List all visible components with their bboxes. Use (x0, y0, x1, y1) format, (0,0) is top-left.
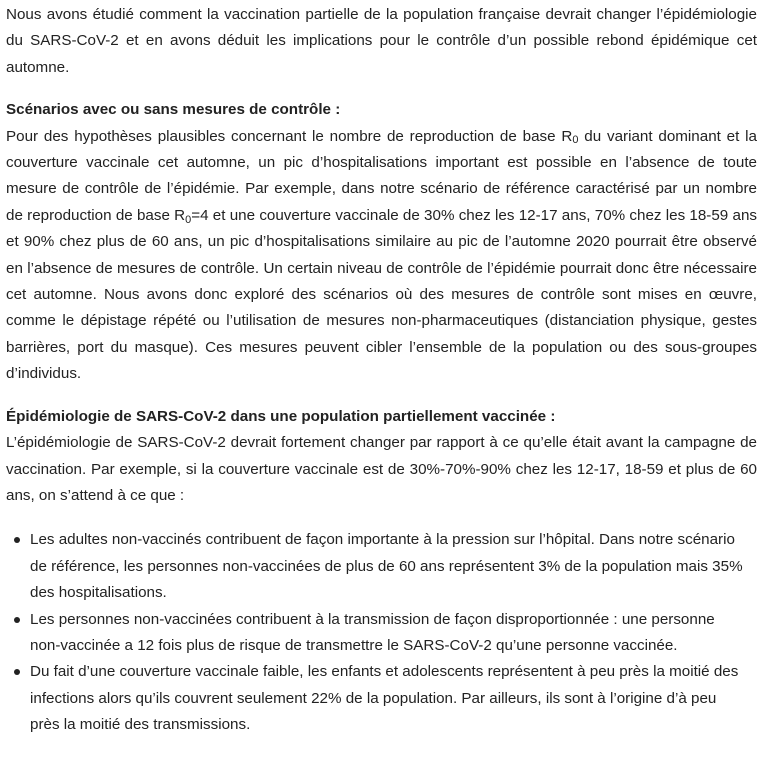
epidemiology-paragraph: L’épidémiologie de SARS-CoV-2 devrait fortement changer par rapport à ce qu’elle était avant la campagne de vaccination. Par exemple, si la couverture vaccinale est de 30%-70%-90% chez les 12-17, 18-59 et plus de 60 ans, on s’attend à ce que : (6, 434, 757, 504)
list-item-text: Les adultes non-vaccinés contribuent de façon importante à la pression sur l’hôpital. Dans notre scénario de référence, les personnes non-vaccinées de plus de 60 ans représentent 3% de la population mais 35% des hospitalisations. (30, 531, 743, 602)
section-scenarios (6, 97, 757, 387)
section-epidemiology (6, 404, 757, 739)
scenarios-text-part-1: Pour des hypothèses plausibles concernant le nombre de reproduction de base R (6, 127, 573, 145)
list-item-text: Les personnes non-vaccinées contribuent à la transmission de façon disproportionnée : une personne non-vaccinée a 12 fois plus de risque de transmettre le SARS-CoV-2 qu’une personne vaccinée. (30, 610, 715, 654)
scenarios-text-part-2: du variant dominant et la couverture vaccinale cet automne, un pic d’hospitalisations important est possible en l’absence de toute mesure de contrôle de l’épidémie. Par exemple, dans notre scénario de référence caractérisé par un nombre de reproduction de base R (6, 127, 757, 224)
list-item (30, 607, 757, 660)
section-heading-epidemiology: Épidémiologie de SARS-CoV-2 dans une population partiellement vaccinée : (6, 407, 556, 425)
bullet-dot-icon (14, 617, 20, 623)
bullet-dot-icon (14, 537, 20, 543)
list-item (30, 659, 757, 738)
bullet-dot-icon (14, 669, 20, 675)
intro-paragraph: Nous avons étudié comment la vaccination partielle de la population française devrait changer l’épidémiologie du SARS-CoV-2 et en avons déduit les implications pour le contrôle d’un possible rebond épidémique cet automne. (6, 6, 757, 76)
subscript-zero: 0 (185, 213, 192, 226)
findings-list (6, 527, 757, 738)
subscript-zero: 0 (572, 134, 579, 147)
scenarios-text-part-3: =4 et une couverture vaccinale de 30% chez les 12-17 ans, 70% chez les 18-59 ans et 90% chez plus de 60 ans, un pic d’hospitalisations similaire au pic de l’automne 2020 pourrait être observé en l’absence de mesures de contrôle. Un certain niveau de contrôle de l’épidémie pourrait donc être nécessaire cet automne. Nous avons donc exploré des scénarios où des mesures de contrôle sont mises en œuvre, comme le dépistage répété ou l’utilisation de mesures non-pharmaceutiques (distanciation physique, gestes barrières, port du masque). Ces mesures peuvent cibler l’ensemble de la population ou des sous-groupes d’individus. (6, 206, 757, 383)
section-heading-scenarios: Scénarios avec ou sans mesures de contrôle : (6, 101, 341, 119)
list-item-text: Du fait d’une couverture vaccinale faible, les enfants et adolescents représentent à peu près la moitié des infections alors qu’ils couvrent seulement 22% de la population. Par ailleurs, ils sont à l’origine d’à peu près la moitié des transmissions. (30, 663, 739, 734)
scenarios-paragraph (6, 124, 757, 388)
list-item (30, 527, 757, 606)
